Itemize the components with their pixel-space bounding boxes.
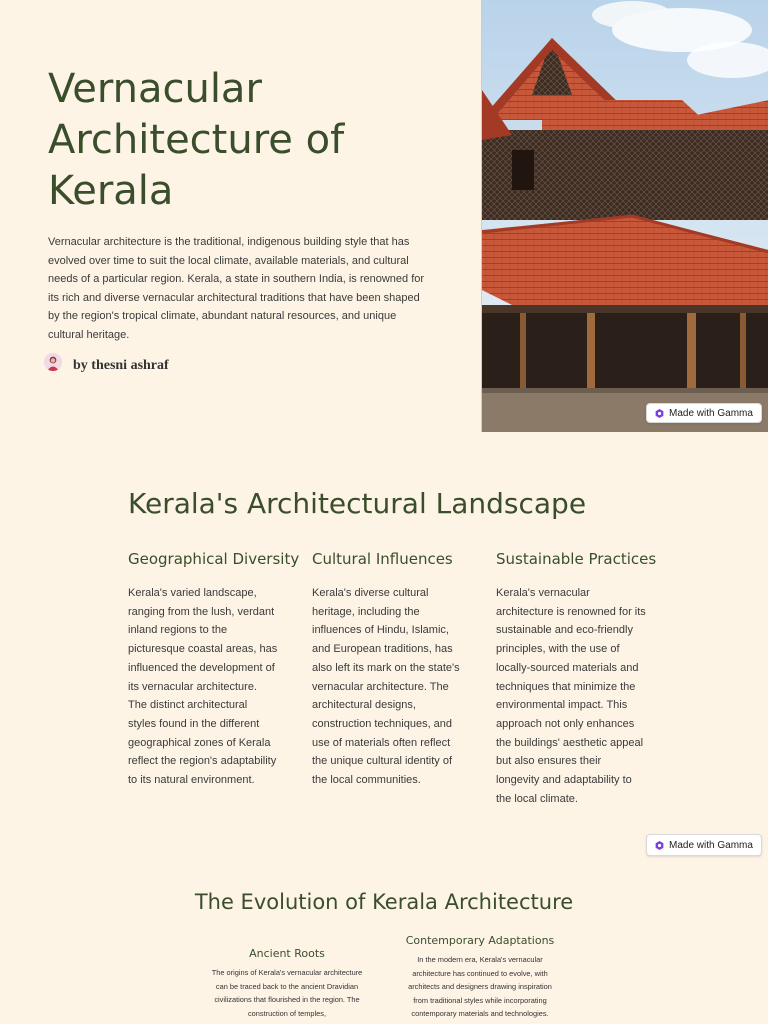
column-heading: Geographical Diversity: [128, 550, 300, 568]
landscape-title: Kerala's Architectural Landscape: [128, 487, 587, 520]
landscape-column: [128, 550, 300, 790]
column-text: Kerala's varied landscape, ranging from the lush, verdant inland regions to the picturesque coastal areas, has influenced the development of its vernacular architecture. The distinct architectural styles found in the different geographical zones of Kerala reflect the region's adaptability to its natural environment.: [128, 587, 278, 787]
made-with-gamma-badge[interactable]: [646, 403, 762, 423]
column-text: Kerala's vernacular architecture is renowned for its sustainable and eco-friendly principles, with the use of locally-sourced materials and techniques that minimize the environmental impact. This approach not only enhances the buildings' aesthetic appeal but also ensures their longevity and adaptability to the local climate.: [496, 587, 646, 805]
hero-description: Vernacular architecture is the traditional, indigenous building style that has evolved over time to suit the local climate, available materials, and cultural needs of a particular region. Kerala, a state in southern India, is renowned for its rich and diverse vernacular architectural traditions that have been shaped by the region's tropical climate, abundant natural resources, and unique cultural heritage.: [48, 236, 425, 341]
evolution-column: [207, 947, 367, 1020]
gamma-badge-label: Made with Gamma: [669, 407, 753, 419]
author-name[interactable]: by thesni ashraf: [73, 358, 169, 373]
evolution-heading: Ancient Roots: [249, 947, 325, 960]
evolution-column: [400, 934, 560, 1021]
evolution-title: The Evolution of Kerala Architecture: [194, 890, 574, 914]
column-heading: Sustainable Practices: [496, 550, 657, 568]
evolution-text: The origins of Kerala's vernacular architecture can be traced back to the ancient Dravidian civilizations that flourished in the region. The construction of temples,: [211, 968, 363, 1018]
landscape-column: [496, 550, 657, 808]
author-avatar-icon: [44, 353, 62, 371]
made-with-gamma-badge[interactable]: [646, 834, 762, 856]
evolution-text: In the modern era, Kerala's vernacular architecture has continued to evolve, with architects and designers drawing inspiration from traditional styles while incorporating contemporary materials and technologies.: [408, 955, 552, 1018]
gamma-logo-icon: [655, 409, 664, 418]
gamma-logo-icon: [655, 841, 664, 850]
column-heading: Cultural Influences: [312, 550, 453, 568]
gamma-badge-label: Made with Gamma: [669, 839, 753, 851]
column-text: Kerala's diverse cultural heritage, including the influences of Hindu, Islamic, and European traditions, has also left its mark on the state's vernacular architecture. The architectural designs, construction techniques, and use of materials often reflect the unique cultural identity of the local communities.: [312, 587, 460, 787]
page-title: Vernacular Architecture of Kerala: [48, 66, 345, 214]
kerala-palace-image: [481, 0, 768, 432]
evolution-heading: Contemporary Adaptations: [405, 934, 555, 947]
hero-slide: [0, 0, 768, 432]
landscape-column: [312, 550, 462, 790]
